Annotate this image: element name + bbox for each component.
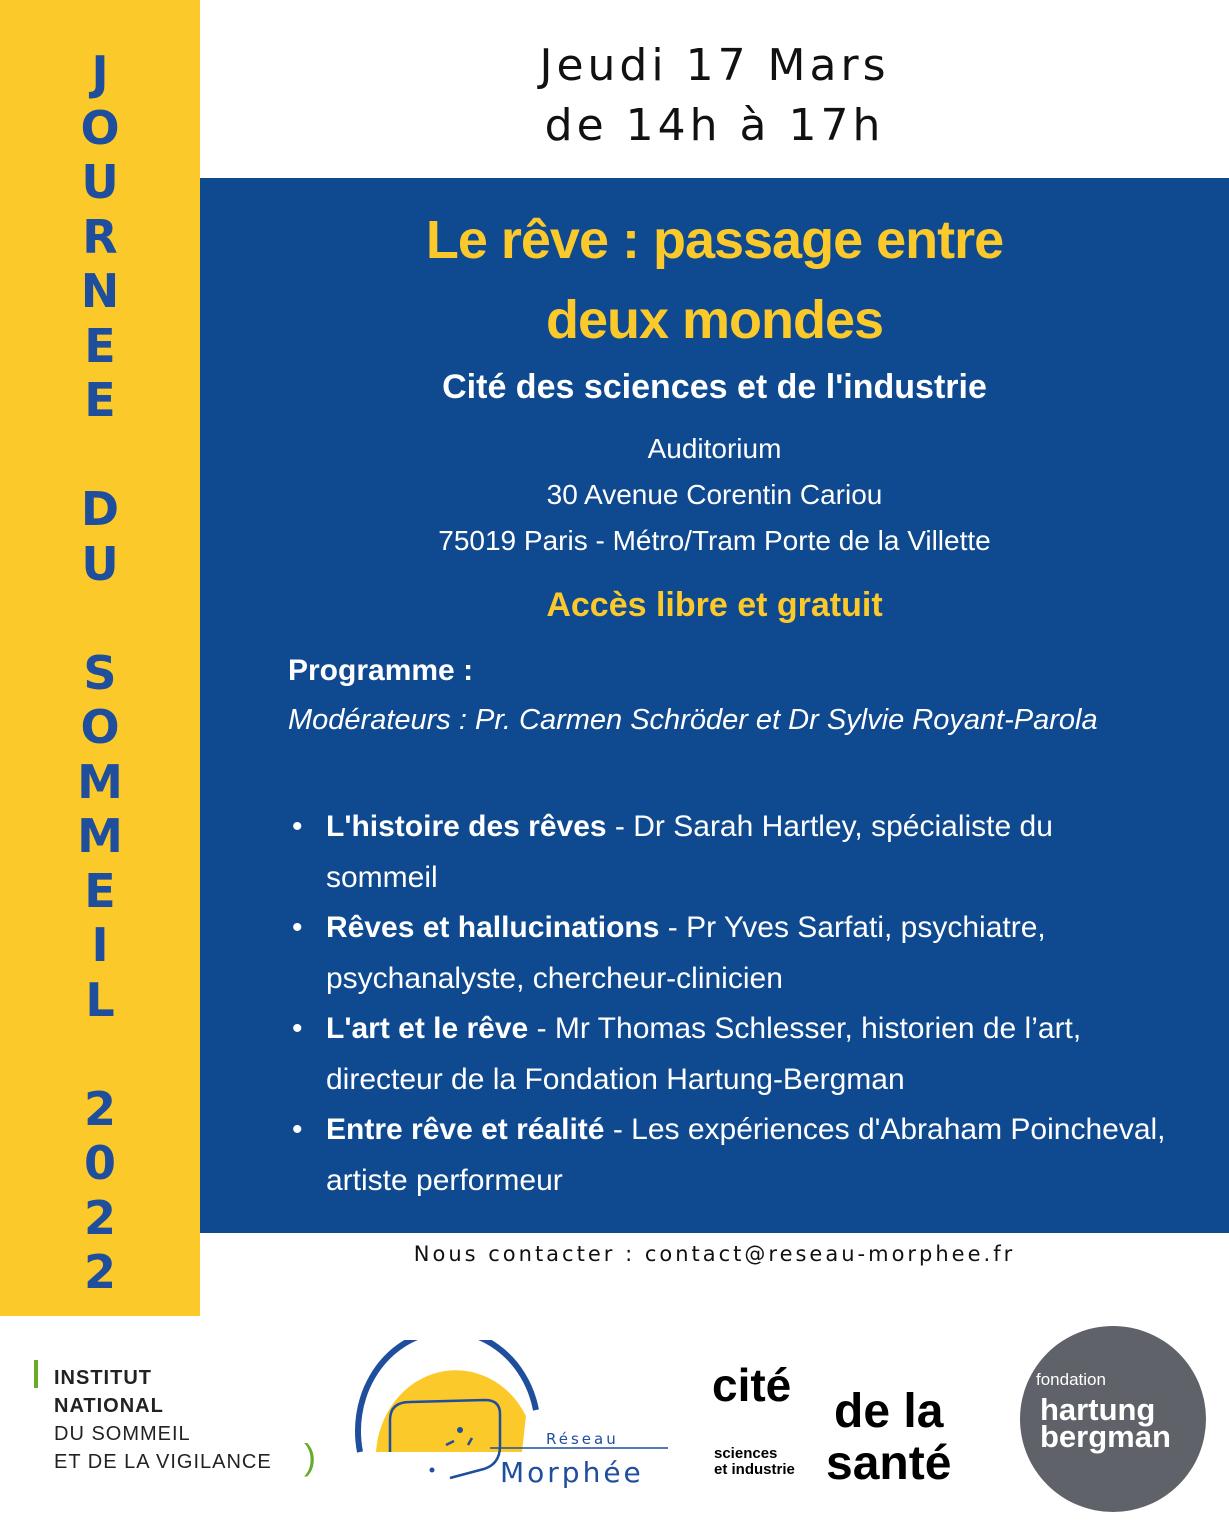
vertical-letter: N [80, 264, 120, 318]
reseau-morphee-logo [350, 1340, 680, 1500]
hb-line: bergman [1040, 1419, 1171, 1454]
vertical-letter: E [84, 863, 116, 918]
morphee-big-text: Morphée [500, 1456, 644, 1489]
vertical-letter: J [91, 46, 109, 100]
list-item [288, 1004, 1168, 1105]
morphee-sun-icon [350, 1340, 680, 1500]
vertical-letter: S [83, 645, 117, 700]
insv-bar-icon [34, 1360, 38, 1388]
event-title [200, 200, 1229, 360]
bullet-icon: • [292, 1113, 303, 1146]
vertical-letter [0, 428, 200, 483]
talk-speaker: - Les expériences d'Abraham Poincheval, artiste performeur [326, 1113, 1166, 1197]
address-line: Auditorium [647, 433, 782, 464]
cite-de-line: de la [834, 1385, 944, 1438]
list-item [288, 903, 1168, 1004]
venue-name: Cité des sciences et de l'industrie [442, 368, 987, 406]
event-panel [200, 178, 1229, 1233]
insv-line: INSTITUT [54, 1367, 152, 1389]
vertical-letter: 0 [83, 1136, 116, 1190]
vertical-letter: 2 [83, 1245, 116, 1299]
cite-sante-logo [712, 1359, 1002, 1494]
talk-speaker: - Mr Thomas Schlesser, historien de l’art, directeur de la Fondation Hartung-Bergman [326, 1012, 1082, 1096]
cite-sub-line: et industrie [714, 1461, 795, 1478]
hb-big-text [1040, 1392, 1171, 1454]
cite-sub-text [714, 1446, 795, 1478]
talk-title: Entre rêve et réalité [326, 1113, 605, 1146]
vertical-letter: O [80, 100, 120, 155]
vertical-letter: 2 [83, 1081, 116, 1136]
insv-logo [34, 1358, 334, 1478]
sidebar-banner [0, 0, 200, 1316]
morphee-small-text: Réseau [546, 1430, 619, 1448]
talk-title: L'art et le rêve [326, 1012, 529, 1045]
talk-list [288, 802, 1168, 1206]
de-la-sante-text [826, 1386, 951, 1490]
contact-line: Nous contacter : contact@reseau-morphee.fr [413, 1242, 1016, 1266]
vertical-letter: O [80, 700, 120, 754]
bullet-icon: • [292, 810, 303, 843]
address-line: 75019 Paris - Métro/Tram Porte de la Villette [438, 525, 991, 556]
hb-line: hartung [1040, 1392, 1156, 1427]
venue-address [200, 426, 1229, 564]
insv-line: ET DE LA VIGILANCE [54, 1451, 272, 1473]
vertical-letter: R [82, 209, 118, 264]
vertical-letter: M [77, 754, 123, 809]
programme-label: Programme : [288, 654, 474, 687]
insv-paren-icon: ) [304, 1436, 316, 1477]
bullet-icon: • [292, 911, 303, 944]
time-line: de 14h à 17h [544, 100, 885, 151]
fondation-hartung-bergman-logo [1020, 1326, 1206, 1512]
vertical-title [0, 46, 200, 1300]
vertical-letter [0, 591, 200, 646]
cite-main-text: cité [712, 1359, 792, 1411]
vertical-letter: U [81, 536, 119, 591]
bullet-icon: • [292, 1012, 303, 1045]
insv-line: DU SOMMEIL [54, 1423, 191, 1445]
vertical-letter: E [84, 373, 116, 427]
talk-speaker: - Pr Yves Sarfati, psychiatre, psychanalyste, chercheur-clinicien [326, 911, 1046, 995]
vertical-letter: D [80, 482, 120, 536]
title-line-2: deux mondes [545, 290, 884, 350]
cite-sub-line: sciences [714, 1445, 778, 1462]
access-info: Accès libre et gratuit [546, 586, 883, 624]
vertical-letter: E [84, 318, 116, 373]
vertical-letter: I [91, 918, 109, 972]
moderators: Modérateurs : Pr. Carmen Schröder et Dr Sylvie Royant-Parola [288, 704, 1098, 736]
hb-small-text: fondation [1036, 1370, 1106, 1389]
cite-sante-line: santé [826, 1437, 952, 1490]
talk-title: L'histoire des rêves [326, 810, 607, 843]
date-line: Jeudi 17 Mars [539, 40, 890, 91]
list-item [288, 802, 1168, 903]
insv-line: NATIONAL [54, 1395, 164, 1417]
vertical-letter: L [85, 972, 115, 1027]
talk-speaker: - Dr Sarah Hartley, spécialiste du sommeil [326, 810, 1053, 894]
vertical-letter: U [81, 155, 119, 209]
title-line-1: Le rêve : passage entre [425, 210, 1004, 270]
address-line: 30 Avenue Corentin Cariou [546, 479, 883, 510]
talk-title: Rêves et hallucinations [326, 911, 660, 944]
vertical-letter [0, 1027, 200, 1082]
vertical-letter: M [77, 809, 123, 863]
insv-logo-text [54, 1364, 272, 1476]
list-item [288, 1105, 1168, 1206]
vertical-letter: 2 [83, 1190, 116, 1245]
event-date [200, 36, 1229, 156]
